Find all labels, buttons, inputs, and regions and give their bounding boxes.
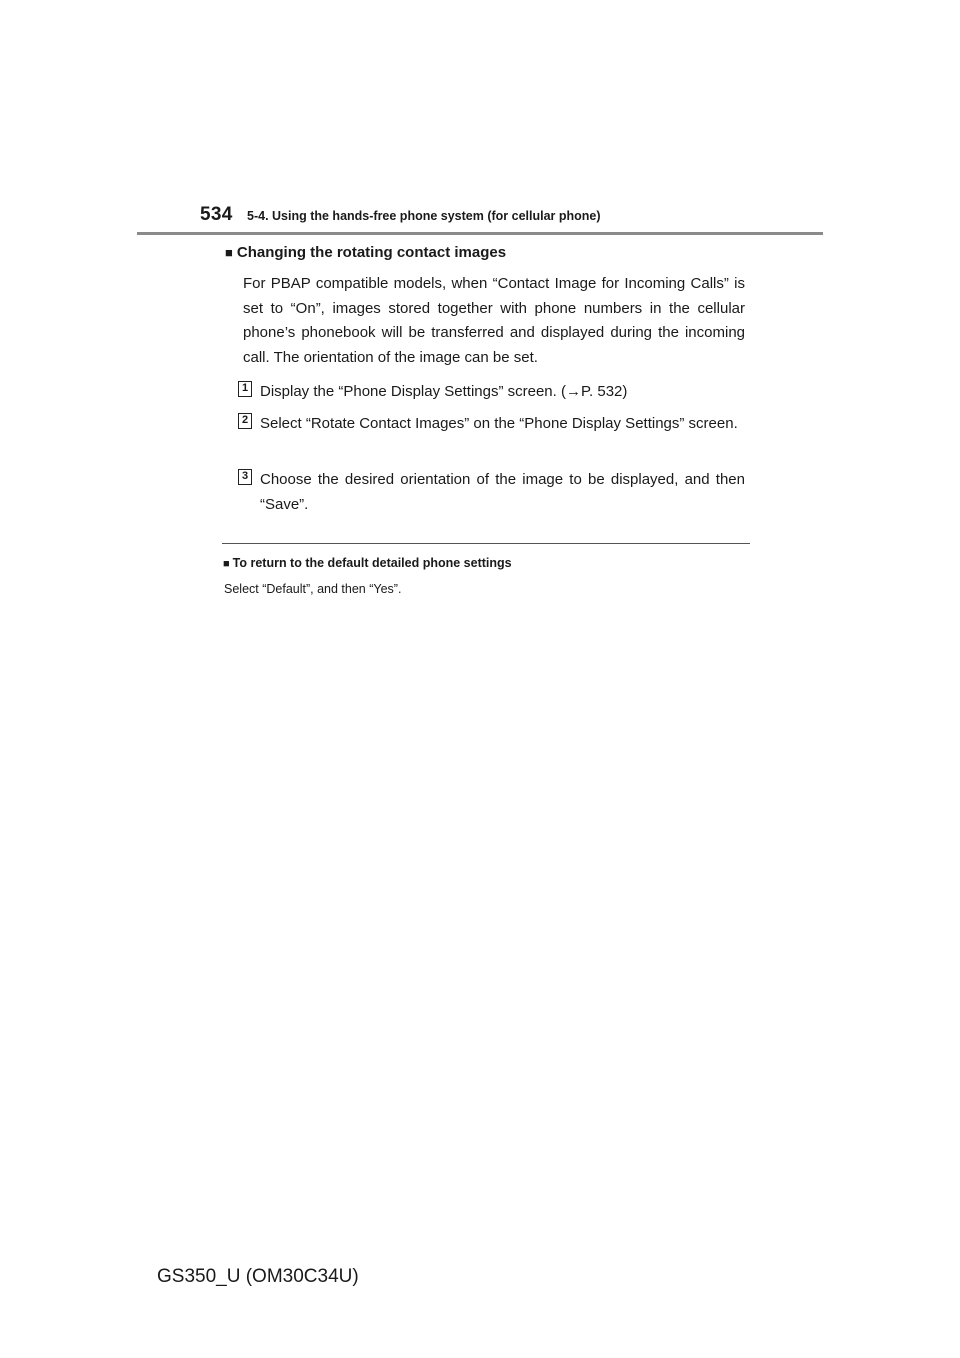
step-text: Choose the desired orientation of the image to be displayed, and then “Save”.: [260, 471, 745, 513]
footer-code: GS350_U (OM30C34U): [157, 1266, 359, 1287]
section-body: For PBAP compatible models, when “Contact Image for Incoming Calls” is set to “On”, images stored together with phone numbers in the cellular phone’s phonebook will be transferred and displayed during the incoming call. The orientation of the image can be set.: [243, 275, 745, 367]
note-divider: [222, 543, 750, 544]
note-heading: [223, 556, 512, 570]
chapter-title: 5-4. Using the hands-free phone system (for cellular phone): [247, 209, 601, 223]
step-2: [238, 411, 745, 436]
step-number-badge: 1: [238, 381, 252, 397]
step-number-badge: 2: [238, 413, 252, 429]
section-heading: [225, 244, 506, 261]
square-bullet-icon: ■: [225, 245, 233, 260]
section-heading-text: Changing the rotating contact images: [236, 244, 507, 261]
step-3: [238, 467, 745, 517]
page-number: 534: [200, 204, 233, 225]
step-number-badge: 3: [238, 469, 252, 485]
step-text: Display the “Phone Display Settings” screen. (→P. 532): [260, 383, 628, 400]
header-rule: [137, 232, 823, 235]
note-text: Select “Default”, and then “Yes”.: [224, 582, 402, 596]
note-heading-text: To return to the default detailed phone settings: [232, 556, 512, 570]
step-text: Select “Rotate Contact Images” on the “Phone Display Settings” screen.: [260, 415, 738, 432]
step-1: [238, 379, 745, 404]
square-bullet-icon: ■: [223, 558, 230, 570]
